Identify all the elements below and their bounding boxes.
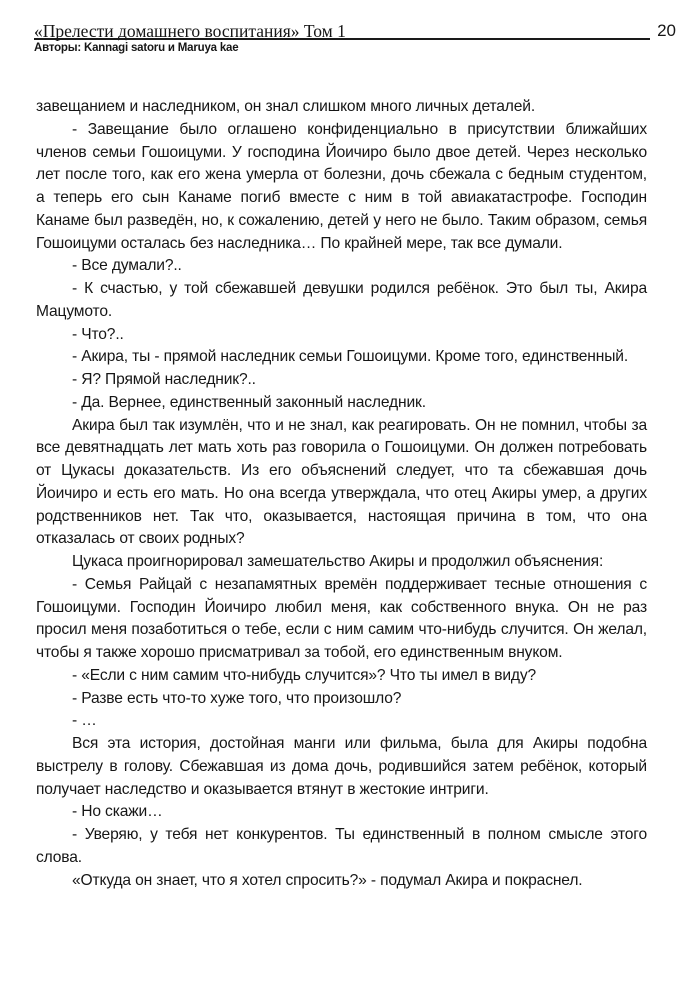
paragraph: - Семья Райцай с незапамятных времён поддерживает тесные отношения с Гошоицуми. Господин Йоичиро любил меня, как собственного внука. Он не раз просил меня позаботиться о тебе, если с ним самим что-нибудь случится. Он желал, чтобы я также хорошо присматривал за тобой, его единственным внуком.	[36, 575, 647, 661]
paragraph: - Я? Прямой наследник?..	[72, 371, 256, 388]
paragraph: - К счастью, у той сбежавшей девушки родился ребёнок. Это был ты, Акира Мацумото.	[36, 280, 647, 320]
paragraph: Вся эта история, достойная манги или фильма, была для Акиры подобна выстрелу в голову. Сбежавшая из дома дочь, родившийся затем ребёнок, который получает наследство и оказывается втянут в жестокие интриги.	[36, 735, 647, 798]
page-header	[34, 20, 650, 60]
paragraph: - Акира, ты - прямой наследник семьи Гошоицуми. Кроме того, единственный.	[72, 348, 629, 366]
paragraph: - Все думали?..	[72, 257, 182, 275]
paragraph: - Что?..	[72, 325, 124, 343]
paragraph: Акира был так изумлён, что и не знал, как реагировать. Он не помнил, чтобы за все девятнадцать лет мать хоть раз говорила о Гошоицуми. Он должен потребовать от Цукасы доказательств. Из его объяснений следует, что та сбежавшая дочь Йоичиро и есть его мать. Но она всегда утверждала, что отец Акиры умер, а других родственников нет. Так что, оказывается, настоящая причина в том, что она отказалась от своих родных?	[36, 416, 647, 548]
paragraph: - Да. Вернее, единственный законный наследник.	[72, 393, 426, 411]
paragraph: завещанием и наследником, он знал слишком много личных деталей.	[36, 98, 535, 115]
book-title: «Прелести домашнего воспитания» Том 1	[34, 21, 346, 41]
paragraph: - Но скажи…	[72, 803, 163, 821]
paragraph: - Разве есть что-то хуже того, что произошло?	[72, 689, 402, 707]
page-body	[36, 96, 647, 892]
paragraph: «Откуда он знает, что я хотел спросить?» - подумал Акира и покраснел.	[72, 871, 583, 889]
paragraph: - …	[72, 712, 97, 730]
book-authors: Авторы: Kannagi satoru и Maruya kae	[34, 42, 239, 54]
paragraph: Цукаса проигнорировал замешательство Акиры и продолжил объяснения:	[72, 553, 604, 570]
paragraph: - Завещание было оглашено конфиденциально в присутствии ближайших членов семьи Гошоицуми. У господина Йоичиро было двое детей. Через несколько лет после того, как его жена умерла от болезни, дочь сбежала с бедным студентом, а теперь его сын Канаме погиб вместе с ним в той авиакатастрофе. Господин Канаме был разведён, но, к сожалению, детей у него не было. Таким образом, семья Гошоицуми осталась без наследника… По крайней мере, так все думали.	[36, 120, 647, 252]
page-number: 20	[657, 21, 676, 40]
header-rule	[34, 38, 650, 40]
paragraph: - Уверяю, у тебя нет конкурентов. Ты единственный в полном смысле этого слова.	[36, 826, 647, 866]
paragraph: - «Если с ним самим что-нибудь случится»? Что ты имел в виду?	[72, 666, 537, 684]
